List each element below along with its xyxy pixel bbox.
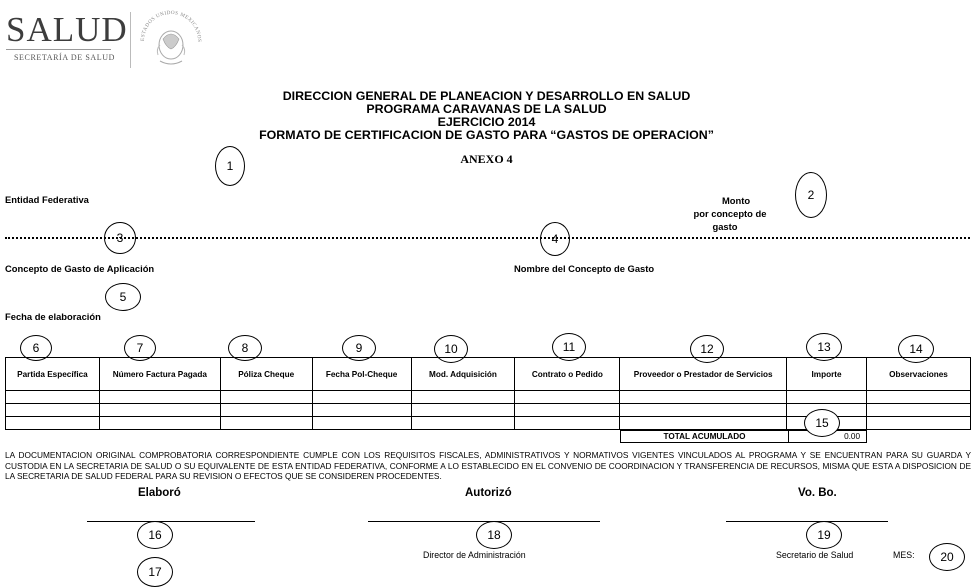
certification-statement: LA DOCUMENTACION ORIGINAL COMPROBATORIA CORRESPONDIENTE CUMPLE CON LOS REQUISITOS FISCALES, ADMINISTRATIVOS Y NORMATIVOS VIGENTES VINCULADOS AL PROGRAMA Y SE ENCUENTRAN PARA SU GUARDA Y CUSTODIA EN LA SECRETARIA DE SALUD O SU EQUIVALENTE DE ESTA ENTIDAD FEDERATIVA, CONFORME A LO ESTABLECIDO EN EL CONVENIO DE COORDINACION Y TRANSFERENCIA DE RECURSOS, MISMA QUE ESTA A DISPOSICION DE LA SECRETARIA DE SALUD FEDERAL PARA SU REVISION O EFECTOS QUE SE CONSIDEREN PROCEDENTES. (5, 450, 971, 481)
title-line-1: DIRECCION GENERAL DE PLANEACION Y DESARROLLO EN SALUD (282, 89, 691, 103)
entidad-federativa-label: Entidad Federativa (5, 194, 89, 205)
total-value: 0.00 (844, 432, 860, 441)
autorizo-heading: Autorizó (465, 487, 512, 499)
marker-10: 10 (434, 335, 468, 363)
secretario-salud-label: Secretario de Salud (776, 550, 854, 560)
director-administracion-label: Director de Administración (423, 550, 526, 560)
coat-of-arms-seal-icon (136, 3, 206, 73)
total-divider (788, 431, 789, 442)
vobo-signature-line[interactable] (726, 521, 888, 522)
mes-label: MES: (893, 550, 915, 560)
salud-logo-text: SALUD (6, 10, 128, 49)
monto-line-2: por concepto de (693, 208, 767, 219)
total-label: TOTAL ACUMULADO (663, 432, 746, 441)
title-line-4: FORMATO DE CERTIFICACION DE GASTO PARA “GASTOS DE OPERACION” (259, 128, 714, 142)
marker-19: 19 (806, 521, 842, 549)
marker-13: 13 (806, 333, 842, 361)
concepto-gasto-label: Concepto de Gasto de Aplicación (5, 263, 155, 274)
monto-line-1: Monto (721, 195, 751, 206)
col-factura: Número Factura Pagada (99, 358, 220, 391)
marker-3: 3 (104, 222, 136, 254)
col-importe: Importe (787, 358, 867, 391)
col-partida: Partida Específica (6, 358, 100, 391)
logo-subtitle: SECRETARÍA DE SALUD (14, 53, 115, 62)
logo-vertical-divider (130, 12, 131, 68)
dotted-separator (5, 237, 970, 239)
marker-7: 7 (124, 335, 156, 361)
elaboro-heading: Elaboró (138, 487, 181, 499)
vobo-heading: Vo. Bo. (798, 487, 837, 499)
col-observaciones: Observaciones (866, 358, 970, 391)
annex-label: ANEXO 4 (460, 152, 513, 166)
marker-16: 16 (137, 521, 173, 549)
marker-11: 11 (552, 333, 586, 361)
marker-12: 12 (690, 335, 724, 363)
marker-15: 15 (804, 409, 840, 437)
marker-20: 20 (929, 543, 965, 571)
marker-4: 4 (540, 222, 570, 256)
monto-line-3: gasto (712, 221, 738, 232)
marker-1: 1 (215, 146, 245, 186)
marker-5: 5 (105, 283, 141, 311)
title-line-3: EJERCICIO 2014 (437, 115, 536, 129)
col-proveedor: Proveedor o Prestador de Servicios (620, 358, 787, 391)
table-header-row (6, 358, 971, 391)
elaboro-signature-line[interactable] (87, 521, 255, 522)
marker-8: 8 (228, 335, 262, 361)
monto-label (685, 194, 775, 233)
fecha-elaboracion-label: Fecha de elaboración (5, 311, 101, 322)
marker-9: 9 (342, 335, 376, 361)
col-contrato: Contrato o Pedido (515, 358, 620, 391)
table-row[interactable] (6, 391, 971, 404)
autorizo-signature-line[interactable] (368, 521, 600, 522)
marker-14: 14 (898, 335, 934, 363)
col-fecha-pol: Fecha Pol-Cheque (312, 358, 411, 391)
col-poliza: Póliza Cheque (220, 358, 312, 391)
marker-18: 18 (476, 521, 512, 549)
nombre-concepto-label: Nombre del Concepto de Gasto (514, 263, 655, 274)
col-mod-adquisicion: Mod. Adquisición (411, 358, 515, 391)
marker-17: 17 (137, 557, 173, 587)
logo-divider (6, 49, 111, 50)
marker-6: 6 (20, 335, 52, 361)
title-line-2: PROGRAMA CARAVANAS DE LA SALUD (366, 102, 607, 116)
marker-2: 2 (795, 172, 827, 218)
seal-text: ESTADOS UNIDOS MEXICANOS (139, 9, 203, 43)
